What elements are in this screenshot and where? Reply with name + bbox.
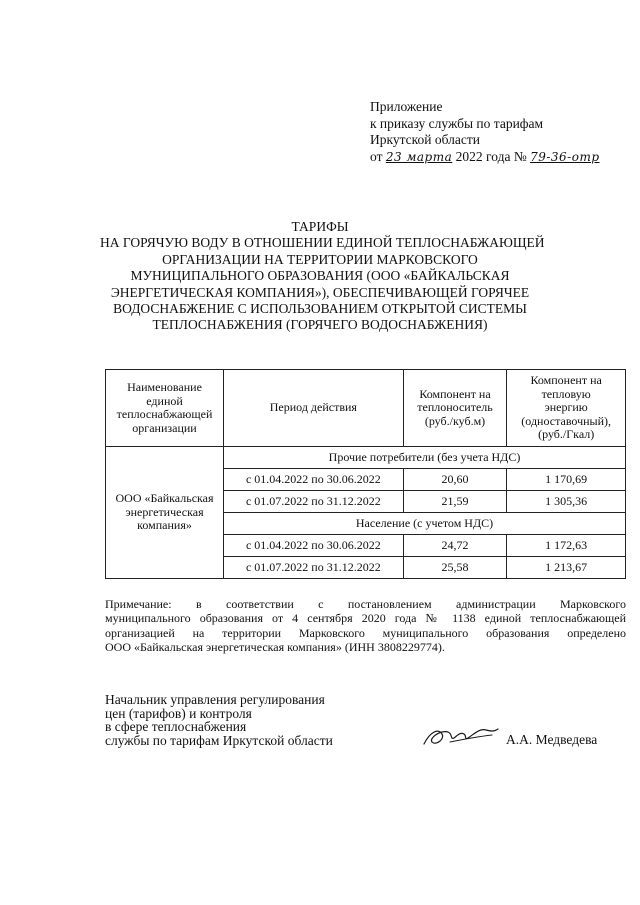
signatory-line: Начальник управления регулирования (105, 692, 325, 707)
header-period: Период действия (224, 370, 404, 447)
title-line: МУНИЦИПАЛЬНОГО ОБРАЗОВАНИЯ (ООО «БАЙКАЛЬСКАЯ (130, 268, 510, 284)
carrier-cell: 25,58 (403, 557, 507, 579)
signatory-line: цен (тарифов) и контроля (105, 705, 252, 721)
signer-name: А.А. Медведева (506, 732, 598, 747)
org-name-cell: ООО «Байкальская энергетическая компания» (106, 447, 224, 579)
carrier-cell: 24,72 (403, 535, 507, 557)
period-cell: с 01.04.2022 по 30.06.2022 (224, 535, 404, 557)
energy-cell: 1 170,69 (507, 469, 626, 491)
tariff-table (105, 369, 626, 579)
carrier-cell: 21,59 (403, 491, 507, 513)
appendix-line: Иркутской области (370, 132, 481, 147)
table-group-row (106, 447, 626, 469)
handwritten-order-number: 79-36-отр (530, 149, 600, 164)
title-line: ОРГАНИЗАЦИИ НА ТЕРРИТОРИИ МАРКОВСКОГО (162, 251, 478, 267)
handwritten-date: 23 марта (385, 149, 453, 164)
energy-cell: 1 213,67 (507, 557, 626, 579)
footnote (105, 597, 626, 654)
appendix-block (370, 99, 620, 165)
document-title (100, 219, 545, 334)
signatory-title (105, 693, 405, 747)
appendix-line: Приложение (370, 99, 443, 114)
energy-cell: 1 305,36 (507, 491, 626, 513)
title-line: НА ГОРЯЧУЮ ВОДУ В ОТНОШЕНИИ ЕДИНОЙ ТЕПЛОСНАБЖАЮЩЕЙ (100, 235, 545, 251)
group-title: Прочие потребители (без учета НДС) (224, 447, 626, 469)
handwritten-signature-icon (420, 722, 500, 750)
title-line: ТАРИФЫ (291, 219, 349, 234)
appendix-date-line (370, 149, 620, 166)
group-title: Население (с учетом НДС) (224, 513, 626, 535)
title-line: ЭНЕРГЕТИЧЕСКАЯ КОМПАНИЯ»), ОБЕСПЕЧИВАЮЩЕЙ ГОРЯЧЕЕ (110, 284, 530, 300)
energy-cell: 1 172,63 (507, 535, 626, 557)
header-energy: Компонент на тепловую энергию (одноставочный), (руб./Гкал) (507, 370, 626, 447)
note-line: Примечание: в соответствии с постановлением администрации Марковского (105, 597, 626, 611)
year-text: 2022 года № (455, 148, 527, 164)
note-line: муниципального образования от 4 сентября 2020 года № 1138 единой теплоснабжающей (105, 611, 626, 626)
period-cell: с 01.07.2022 по 31.12.2022 (224, 491, 404, 513)
header-org: Наименование единой теплоснабжающей организации (106, 370, 224, 447)
appendix-line: к приказу службы по тарифам (370, 115, 544, 131)
period-cell: с 01.07.2022 по 31.12.2022 (224, 557, 404, 579)
carrier-cell: 20,60 (403, 469, 507, 491)
note-line: ООО «Байкальская энергетическая компания» (ИНН 3808229774). (105, 639, 445, 654)
from-label: от (370, 148, 383, 164)
table-header-row (106, 370, 626, 447)
period-cell: с 01.04.2022 по 30.06.2022 (224, 469, 404, 491)
title-line: ТЕПЛОСНАБЖЕНИЯ (ГОРЯЧЕГО ВОДОСНАБЖЕНИЯ) (152, 317, 488, 333)
signatory-line: в сфере теплоснабжения (105, 719, 247, 734)
title-line: ВОДОСНАБЖЕНИЕ С ИСПОЛЬЗОВАНИЕМ ОТКРЫТОЙ СИСТЕМЫ (113, 301, 527, 317)
note-line: организацией на территории Марковского муниципального образования определено (105, 625, 626, 640)
signatory-line: службы по тарифам Иркутской области (105, 732, 333, 748)
header-carrier: Компонент на теплоноситель (руб./куб.м) (403, 370, 507, 447)
